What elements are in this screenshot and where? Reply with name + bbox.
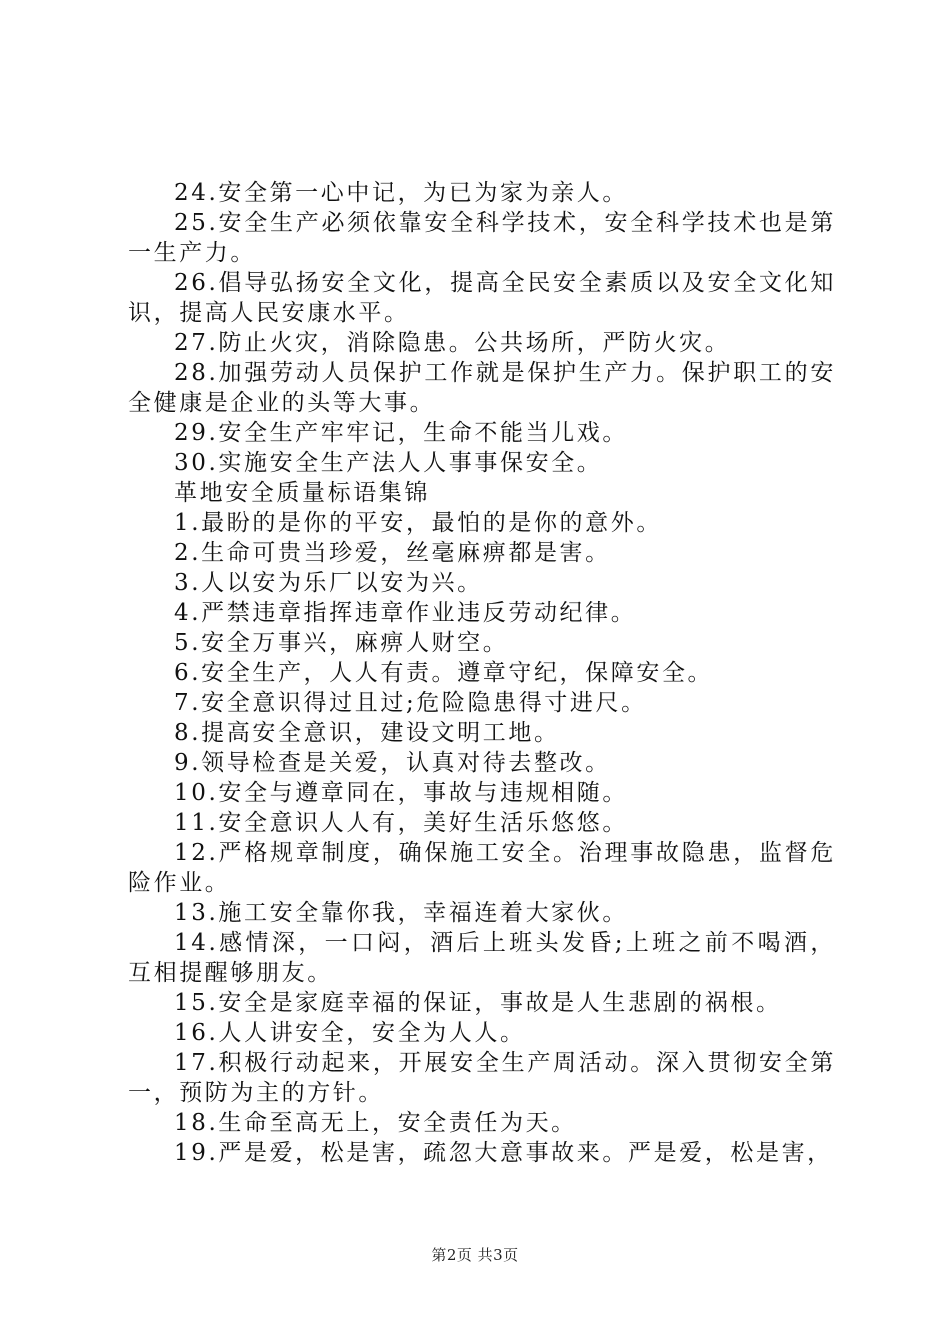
page-footer (0, 1244, 950, 1265)
paragraph: 19.严是爱，松是害，疏忽大意事故来。严是爱，松是害， (174, 1140, 833, 1166)
paragraph: 15.安全是家庭幸福的保证，事故是人生悲剧的祸根。 (174, 990, 782, 1016)
paragraph: 14.感情深，一口闷，酒后上班头发昏;上班之前不喝酒，互相提醒够朋友。 (128, 930, 836, 986)
paragraph: 25.安全生产必须依靠安全科学技术，安全科学技术也是第一生产力。 (128, 210, 836, 266)
paragraph: 18.生命至高无上，安全责任为天。 (174, 1110, 577, 1136)
paragraph: 10.安全与遵章同在，事故与违规相随。 (174, 780, 628, 806)
paragraph: 13.施工安全靠你我，幸福连着大家伙。 (174, 900, 628, 926)
paragraph: 27.防止火灾，消除隐患。公共场所，严防火灾。 (174, 330, 731, 356)
paragraph: 28.加强劳动人员保护工作就是保护生产力。保护职工的安全健康是企业的头等大事。 (128, 360, 836, 416)
paragraph: 17.积极行动起来，开展安全生产周活动。深入贯彻安全第一，预防为主的方针。 (128, 1050, 836, 1106)
paragraph: 3.人以安为乐厂以安为兴。 (174, 570, 483, 596)
paragraph: 8.提高安全意识，建设文明工地。 (174, 720, 560, 746)
paragraph: 5.安全万事兴，麻痹人财空。 (174, 630, 509, 656)
paragraph: 30.实施安全生产法人人事事保安全。 (174, 450, 603, 476)
paragraph: 11.安全意识人人有，美好生活乐悠悠。 (174, 810, 628, 836)
paragraph: 29.安全生产牢牢记，生命不能当儿戏。 (174, 420, 628, 446)
paragraph: 12.严格规章制度，确保施工安全。治理事故隐患，监督危险作业。 (128, 840, 836, 896)
section-heading: 革地安全质量标语集锦 (174, 480, 430, 506)
paragraph: 7.安全意识得过且过;危险隐患得寸进尺。 (174, 690, 647, 716)
paragraph: 26.倡导弘扬安全文化，提高全民安全素质以及安全文化知识，提高人民安康水平。 (128, 270, 836, 326)
paragraph: 9.领导检查是关爱，认真对待去整改。 (174, 750, 611, 776)
document-body (128, 178, 836, 1168)
paragraph: 1.最盼的是你的平安，最怕的是你的意外。 (174, 510, 662, 536)
paragraph: 6.安全生产，人人有责。遵章守纪，保障安全。 (174, 660, 714, 686)
paragraph: 4.严禁违章指挥违章作业违反劳动纪律。 (174, 600, 637, 626)
paragraph: 24.安全第一心中记，为已为家为亲人。 (174, 180, 628, 206)
page-number-label: 第2页 共3页 (431, 1246, 519, 1264)
paragraph: 16.人人讲安全，安全为人人。 (174, 1020, 526, 1046)
paragraph: 2.生命可贵当珍爱，丝毫麻痹都是害。 (174, 540, 611, 566)
